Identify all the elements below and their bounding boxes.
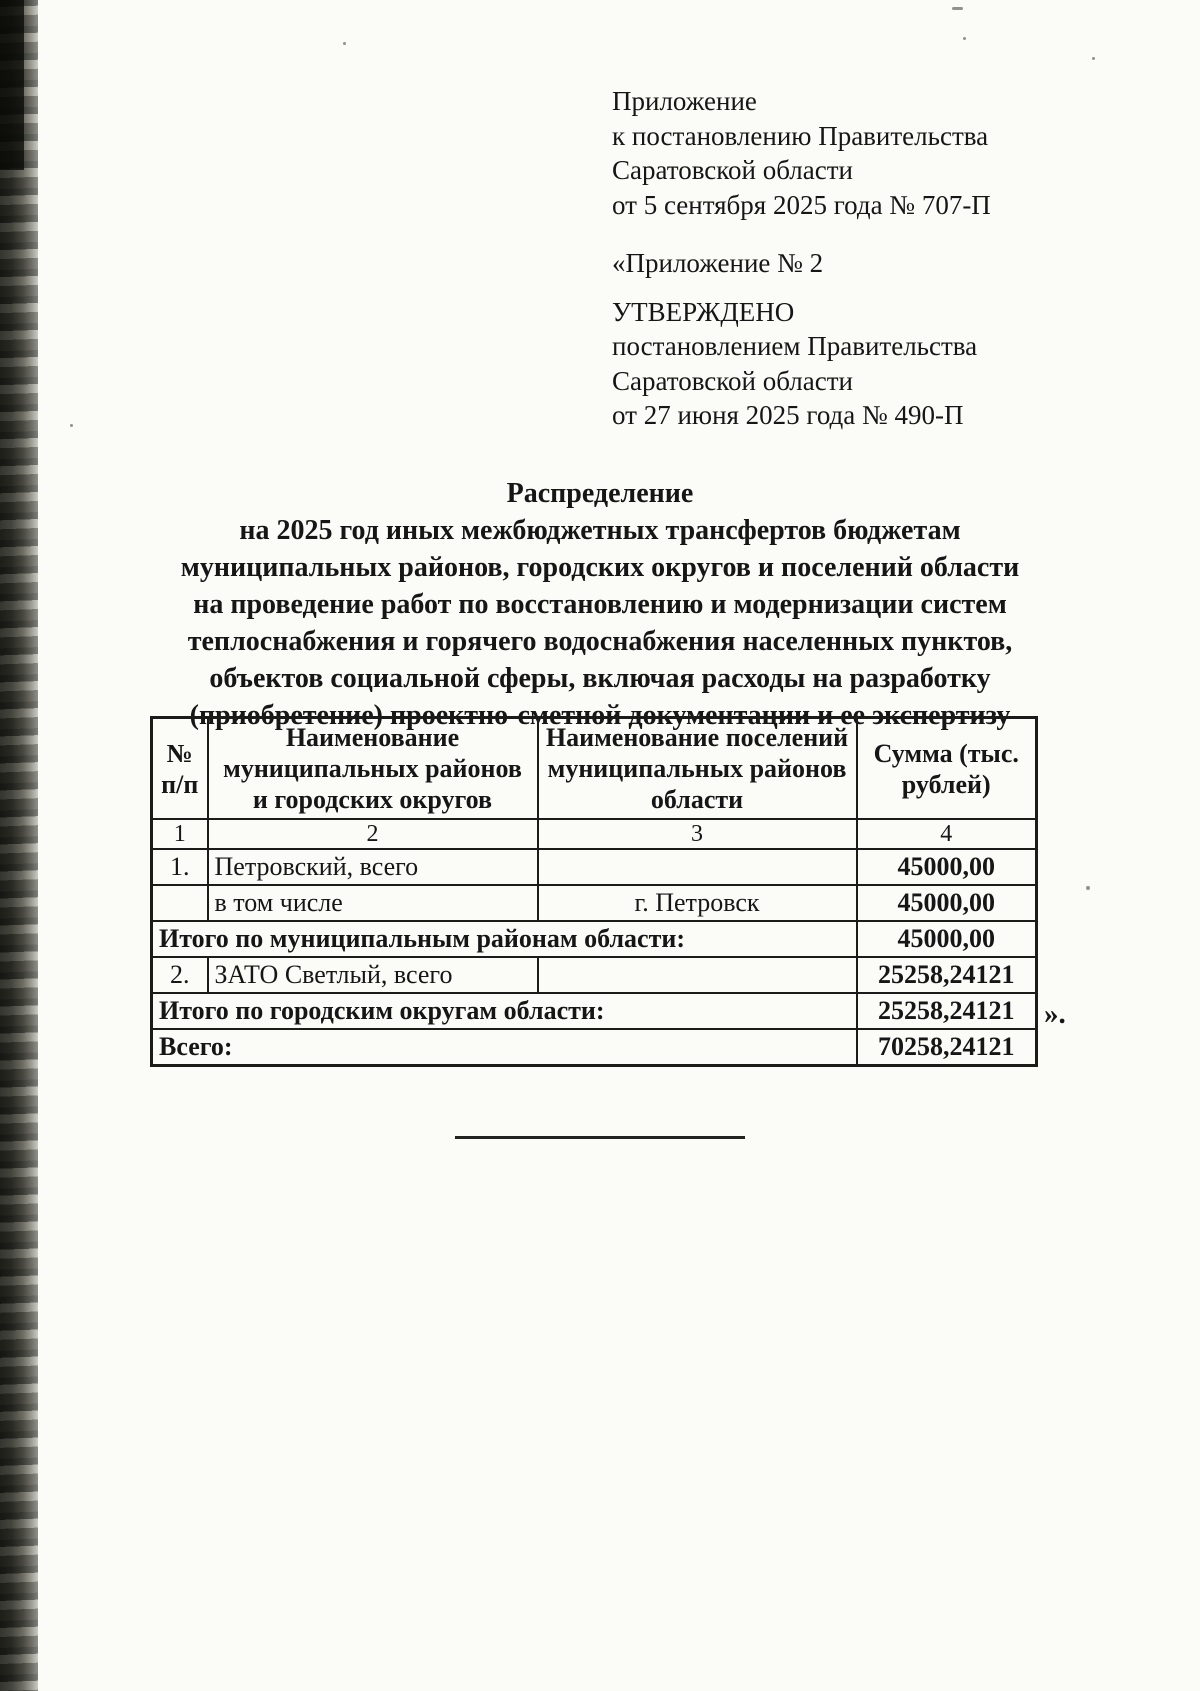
cell-amount: 45000,00: [857, 849, 1037, 885]
subtotal-districts-row: [152, 921, 1037, 957]
subtotal-districts-label: Итого по муниципальным районам области:: [152, 921, 857, 957]
scan-corner-artifact: [0, 0, 24, 170]
scan-speckle: [1092, 57, 1095, 60]
col-header-amount: Сумма (тыс. рублей): [857, 718, 1037, 820]
grand-total-amount: 70258,24121: [857, 1029, 1037, 1066]
subtotal-urban-row: [152, 993, 1037, 1029]
title-line: на 2025 год иных межбюджетных трансфертов бюджетам: [239, 515, 961, 546]
grand-total-label: Всего:: [152, 1029, 857, 1066]
appendix-ref-line: к постановлению Правительства: [612, 120, 989, 151]
title-line: Распределение: [506, 478, 694, 509]
table-row: [152, 957, 1037, 993]
appendix-ref-line: Приложение: [612, 86, 757, 116]
col-header-settlement: Наименование поселений муниципальных районов области: [538, 718, 857, 820]
cell-num: 1.: [152, 849, 208, 885]
approved-ref-line: от 27 июня 2025 года № 490-П: [612, 400, 964, 430]
subtotal-urban-label: Итого по городским округам области:: [152, 993, 857, 1029]
scan-speckle: [952, 7, 963, 10]
appendix-ref-line: от 5 сентября 2025 года № 707-П: [612, 189, 991, 220]
cell-amount: 25258,24121: [857, 957, 1037, 993]
distribution-table: [150, 716, 1038, 1067]
column-number: 2: [208, 819, 538, 849]
cell-settlement: [538, 849, 857, 885]
cell-district: ЗАТО Светлый, всего: [208, 957, 538, 993]
approved-ref-line: постановлением Правительства: [612, 331, 978, 361]
cell-settlement: г. Петровск: [538, 885, 857, 921]
closing-quote-mark: ».: [1044, 998, 1066, 1030]
scan-speckle: [70, 424, 73, 427]
approved-ref-line: Саратовской области: [612, 365, 853, 396]
col-header-num: № п/п: [152, 718, 208, 820]
cell-num: 2.: [152, 957, 208, 993]
title-line: объектов социальной сферы, включая расходы на разработку: [209, 663, 991, 694]
subtotal-urban-amount: 25258,24121: [857, 993, 1037, 1029]
table-row: [152, 885, 1037, 921]
cell-district: Петровский, всего: [208, 849, 538, 885]
grand-total-row: [152, 1029, 1037, 1066]
appendix-ref-line: Саратовской области: [612, 155, 853, 185]
column-number-row: [152, 819, 1037, 849]
table-header-row: [152, 718, 1037, 820]
table-row: [152, 849, 1037, 885]
appendix-number-line: «Приложение № 2: [612, 248, 824, 278]
column-number: 4: [857, 819, 1037, 849]
title-line: на проведение работ по восстановлению и модернизации систем: [193, 589, 1007, 620]
signature-line: [455, 1136, 745, 1139]
appendix-header-block: [612, 84, 991, 433]
column-number: 3: [538, 819, 857, 849]
subtotal-districts-amount: 45000,00: [857, 921, 1037, 957]
cell-num: [152, 885, 208, 921]
col-header-district: Наименование муниципальных районов и городских округов: [208, 718, 538, 820]
title-line: теплоснабжения и горячего водоснабжения населенных пунктов,: [187, 626, 1013, 657]
column-number: 1: [152, 819, 208, 849]
cell-amount: 45000,00: [857, 885, 1037, 921]
cell-settlement: [538, 957, 857, 993]
scan-speckle: [343, 42, 346, 45]
document-title: [140, 475, 1060, 734]
scan-speckle: [963, 37, 966, 40]
title-line: муниципальных районов, городских округов и поселений области: [180, 552, 1020, 583]
cell-district: в том числе: [208, 885, 538, 921]
scan-edge-artifact: [0, 0, 38, 1691]
title-line: (приобретение) проектно-сметной документации и ее экспертизу: [189, 700, 1011, 731]
approved-heading: УТВЕРЖДЕНО: [612, 296, 795, 327]
scan-speckle: [1086, 886, 1090, 890]
